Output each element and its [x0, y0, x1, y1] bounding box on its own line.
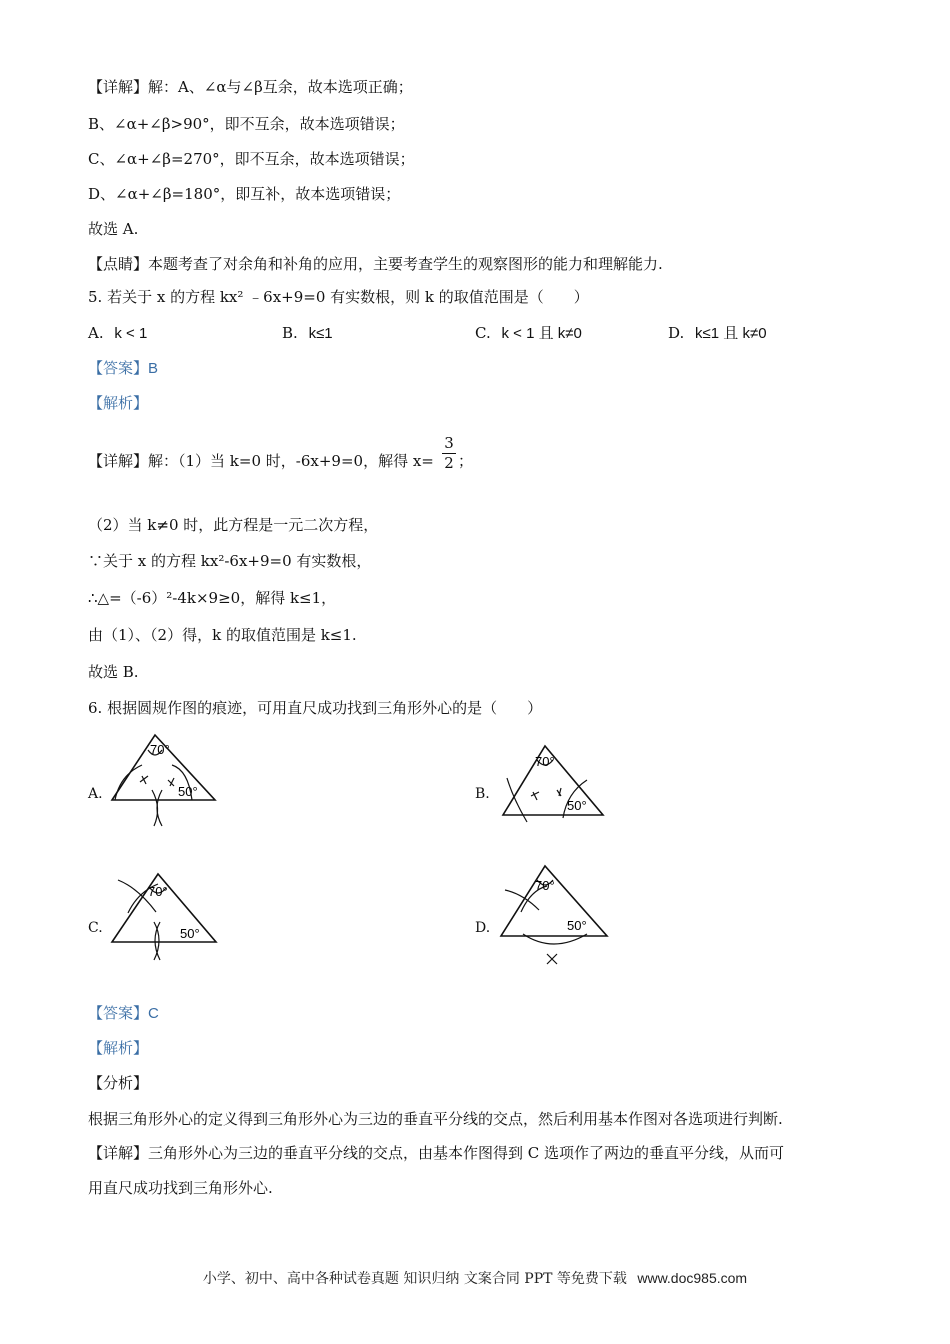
top-angle-label: 70°	[148, 884, 168, 899]
q6-question: 6. 根据圆规作图的痕迹，可用直尺成功找到三角形外心的是（ ）	[88, 699, 543, 717]
q5-option-b	[282, 323, 333, 344]
right-angle-label: 50°	[178, 784, 198, 799]
figure-b-letter: B.	[475, 786, 490, 802]
answer-value: B	[148, 360, 159, 377]
option-letter: B.	[282, 324, 298, 342]
option-letter: A.	[88, 324, 104, 342]
fraction-denominator: 2	[442, 453, 456, 472]
q4-choose: 故选 A.	[88, 220, 139, 238]
option-letter: D.	[668, 324, 685, 342]
q5-choose: 故选 B.	[88, 663, 139, 681]
q4-detail: 【详解】解：A、∠α与∠β互余，故本选项正确；	[88, 78, 413, 96]
answer-label: 【答案】	[88, 1004, 149, 1022]
option-text: k < 1 且 k≠0	[501, 325, 582, 342]
figure-d-triangle	[495, 860, 615, 970]
top-angle-label: 70°	[150, 742, 170, 757]
figure-c-letter: C.	[88, 920, 103, 936]
q6-answer	[88, 1003, 159, 1024]
option-text: k≤1	[308, 325, 333, 342]
q6-analysis-label: 【解析】	[88, 1039, 149, 1057]
detail-suffix: ；	[458, 452, 474, 470]
q5-option-a	[88, 323, 147, 344]
footer-text: 小学、初中、高中各种试卷真题 知识归纳 文案合同 PPT 等免费下载	[202, 1271, 627, 1287]
top-angle-label: 70°	[535, 878, 555, 893]
q6-analysis-head: 【分析】	[88, 1074, 149, 1092]
q4-option-b: B、∠α+∠β>90°，即不互余，故本选项错误；	[88, 115, 405, 133]
figure-a-letter: A.	[88, 786, 103, 802]
q5-answer	[88, 358, 158, 379]
page-footer	[0, 1268, 950, 1288]
footer-url[interactable]: www.doc985.com	[637, 1270, 748, 1286]
q5-detail-3: ∵关于 x 的方程 kx²-6x+9=0 有实数根，	[88, 552, 372, 570]
q5-detail-4: ∴△=（-6）²-4k×9≥0，解得 k≤1，	[88, 589, 337, 607]
answer-value: C	[148, 1005, 159, 1022]
right-angle-label: 50°	[180, 926, 200, 941]
q5-detail-5: 由（1）、（2）得，k 的取值范围是 k≤1.	[88, 626, 357, 644]
q4-option-d: D、∠α+∠β=180°，即互补，故本选项错误；	[88, 185, 401, 203]
top-angle-label: 70°	[535, 754, 555, 769]
right-angle-label: 50°	[567, 918, 587, 933]
q4-option-c: C、∠α+∠β=270°，即不互余，故本选项错误；	[88, 150, 415, 168]
option-text: k < 1	[114, 325, 148, 342]
figure-b-triangle	[495, 738, 615, 828]
fraction	[442, 434, 456, 472]
figure-c-triangle	[108, 868, 228, 968]
option-letter: C.	[475, 324, 491, 342]
q5-option-d	[668, 323, 767, 344]
q4-comment: 【点睛】本题考查了对余角和补角的应用，主要考查学生的观察图形的能力和理解能力.	[88, 255, 663, 273]
fraction-numerator: 3	[444, 434, 454, 452]
q5-detail-2: （2）当 k≠0 时，此方程是一元二次方程，	[88, 516, 379, 534]
figure-a-triangle	[100, 730, 230, 830]
q5-detail-1	[88, 451, 434, 471]
right-angle-label: 50°	[567, 798, 587, 813]
answer-label: 【答案】	[88, 359, 149, 377]
q6-detail-1: 【详解】三角形外心为三边的垂直平分线的交点，由基本作图得到 C 选项作了两边的垂直平分线，从而可	[88, 1144, 785, 1162]
figure-d-letter: D.	[475, 920, 491, 936]
detail-prefix: 【详解】解：（1）当 k=0 时，-6x+9=0，解得 x=	[88, 452, 434, 470]
q5-option-c	[475, 323, 582, 344]
q6-detail-2: 用直尺成功找到三角形外心.	[88, 1179, 273, 1197]
q5-analysis-label: 【解析】	[88, 394, 149, 412]
q6-analysis-text: 根据三角形外心的定义得到三角形外心为三边的垂直平分线的交点，然后利用基本作图对各选项进行判断.	[88, 1110, 783, 1128]
q5-question: 5. 若关于 x 的方程 kx² ﹣6x+9=0 有实数根，则 k 的取值范围是（ ）	[88, 288, 589, 306]
option-text: k≤1 且 k≠0	[695, 325, 767, 342]
